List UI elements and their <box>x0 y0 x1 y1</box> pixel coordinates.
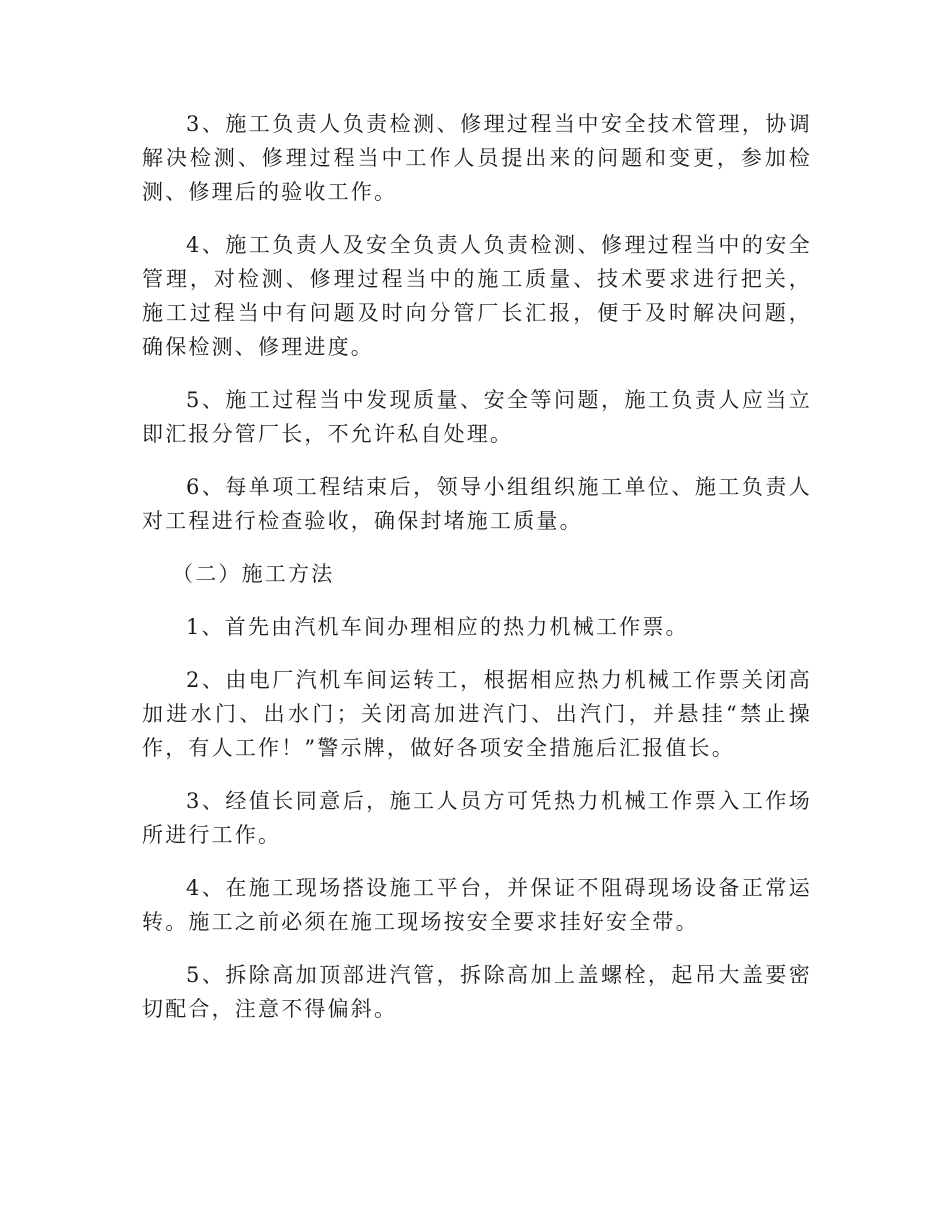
document-body <box>142 107 812 1045</box>
paragraph-method-step-4: 4、在施工现场搭设施工平台，并保证不阻碍现场设备正常运转。施工之前必须在施工现场按安全要求挂好安全带。 <box>142 876 812 934</box>
paragraph-item-4-safety-management: 4、施工负责人及安全负责人负责检测、修理过程当中的安全管理，对检测、修理过程当中的施工质量、技术要求进行把关，施工过程当中有问题及时向分管厂长汇报，便于及时解决问题，确保检测、修理进度。 <box>142 233 812 359</box>
paragraph-method-step-1: 1、首先由汽机车间办理相应的热力机械工作票。 <box>186 615 689 639</box>
paragraph-item-6-acceptance: 6、每单项工程结束后，领导小组组织施工单位、施工负责人对工程进行检查验收，确保封堵施工质量。 <box>142 475 812 533</box>
paragraph-method-step-2: 2、由电厂汽机车间运转工，根据相应热力机械工作票关闭高加进水门、出水门；关闭高加进汽门、出汽门，并悬挂“禁止操作，有人工作！”警示牌，做好各项安全措施后汇报值长。 <box>142 668 812 760</box>
paragraph-item-5-problem-reporting: 5、施工过程当中发现质量、安全等问题，施工负责人应当立即汇报分管厂长，不允许私自处理。 <box>142 388 812 446</box>
paragraph-method-step-3: 3、经值长同意后，施工人员方可凭热力机械工作票入工作场所进行工作。 <box>142 789 812 847</box>
section-heading-construction-method: （二）施工方法 <box>172 562 335 586</box>
paragraph-item-3-responsibility: 3、施工负责人负责检测、修理过程当中安全技术管理，协调解决检测、修理过程当中工作人员提出来的问题和变更，参加检测、修理后的验收工作。 <box>142 112 812 204</box>
paragraph-method-step-5: 5、拆除高加顶部进汽管，拆除高加上盖螺栓，起吊大盖要密切配合，注意不得偏斜。 <box>142 963 812 1021</box>
